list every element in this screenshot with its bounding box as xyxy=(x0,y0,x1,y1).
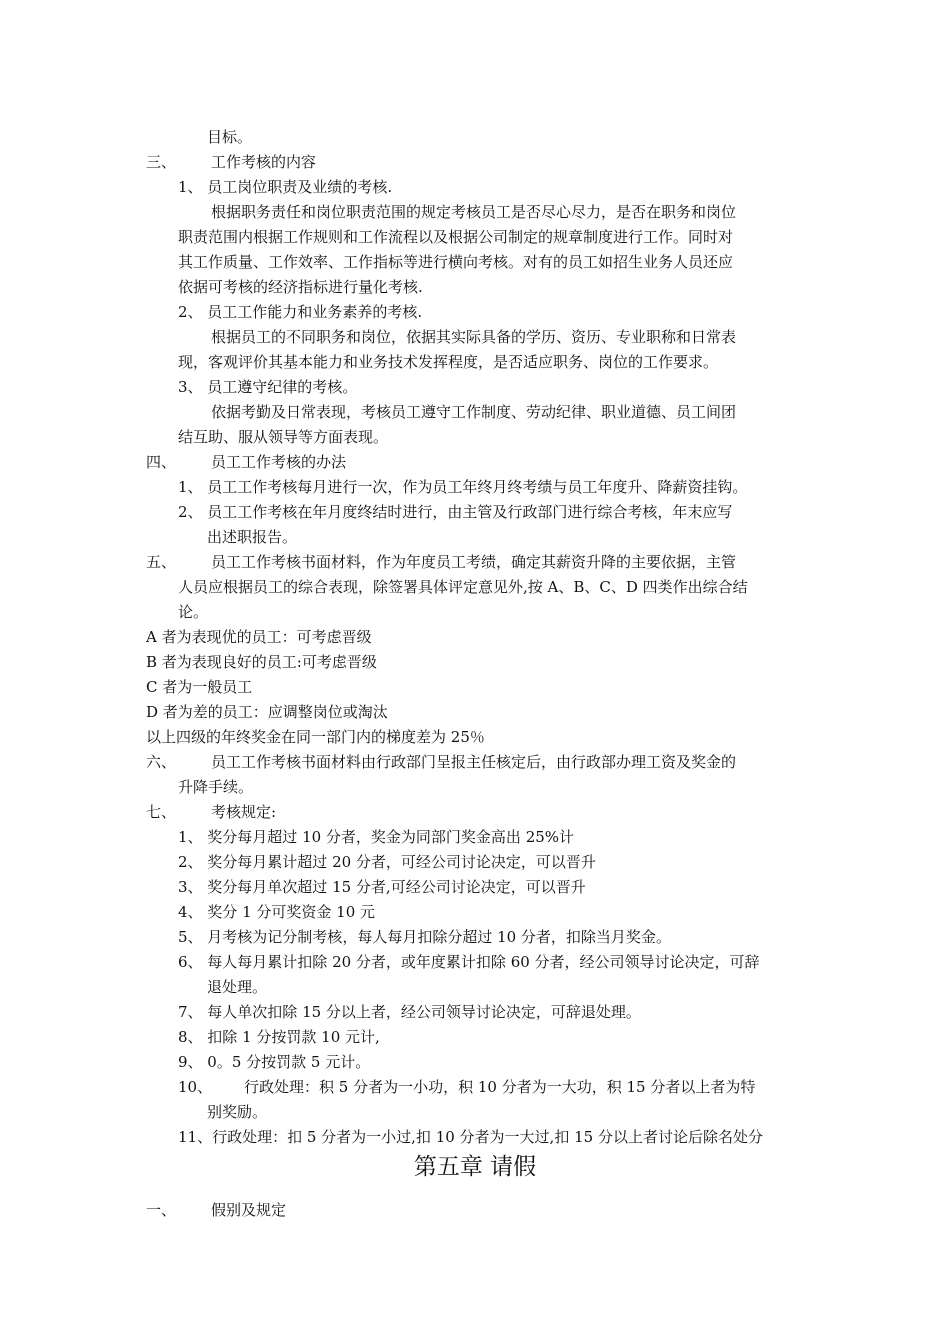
list-item-continuation: 退处理。 xyxy=(207,978,268,996)
paragraph-line: 结互助、服从领导等方面表现。 xyxy=(178,428,389,446)
grade-line: A 者为表现优的员工：可考虑晋级 xyxy=(146,628,372,646)
section-number: 五、 xyxy=(146,553,177,571)
list-item: 4、 奖分 1 分可奖资金 10 元 xyxy=(178,903,376,921)
list-item: 7、 每人单次扣除 15 分以上者，经公司领导讨论决定，可辞退处理。 xyxy=(178,1003,641,1021)
list-item: 2、 员工工作能力和业务素养的考核. xyxy=(178,303,423,321)
list-item: 11、行政处理：扣 5 分者为一小过,扣 10 分者为一大过,扣 15 分以上者讨论后除名处分 xyxy=(178,1128,763,1146)
paragraph-line: 论。 xyxy=(178,603,209,621)
section-heading: 假别及规定 xyxy=(211,1201,287,1219)
section-heading: 考核规定: xyxy=(211,803,277,821)
text-line: 目标。 xyxy=(207,128,253,146)
list-item: 3、 员工遵守纪律的考核。 xyxy=(178,378,358,396)
paragraph-line: 员工工作考核书面材料，作为年度员工考绩，确定其薪资升降的主要依据，主管 xyxy=(211,553,737,571)
list-item: 2、 奖分每月累计超过 20 分者，可经公司讨论决定，可以晋升 xyxy=(178,853,596,871)
paragraph-line: 现，客观评价其基本能力和业务技术发挥程度，是否适应职务、岗位的工作要求。 xyxy=(178,353,719,371)
section-number: 六、 xyxy=(146,753,177,771)
chapter-title: 第五章 请假 xyxy=(413,1154,537,1180)
list-item: 6、 每人每月累计扣除 20 分者，或年度累计扣除 60 分者，经公司领导讨论决定，可辞 xyxy=(178,953,760,971)
list-item: 3、 奖分每月单次超过 15 分者,可经公司讨论决定，可以晋升 xyxy=(178,878,586,896)
section-number: 一、 xyxy=(146,1201,177,1219)
grade-line: D 者为差的员工：应调整岗位或淘汰 xyxy=(146,703,388,721)
paragraph-line: 其工作质量、工作效率、工作指标等进行横向考核。对有的员工如招生业务人员还应 xyxy=(178,253,734,271)
section-heading: 员工工作考核的办法 xyxy=(211,453,347,471)
list-item: 行政处理：积 5 分者为一小功，积 10 分者为一大功，积 15 分者以上者为特 xyxy=(244,1078,756,1096)
list-item-number: 10、 xyxy=(178,1078,213,1096)
grade-line: 以上四级的年终奖金在同一部门内的梯度差为 25％ xyxy=(146,728,485,746)
list-item-continuation: 别奖励。 xyxy=(207,1103,268,1121)
list-item: 1、 员工岗位职责及业绩的考核. xyxy=(178,178,393,196)
section-number: 四、 xyxy=(146,453,177,471)
paragraph-line: 根据员工的不同职务和岗位，依据其实际具备的学历、资历、专业职称和日常表 xyxy=(211,328,737,346)
section-heading: 工作考核的内容 xyxy=(211,153,317,171)
section-number: 七、 xyxy=(146,803,177,821)
grade-line: B 者为表现良好的员工:可考虑晋级 xyxy=(146,653,377,671)
list-item: 9、 0。5 分按罚款 5 元计。 xyxy=(178,1053,371,1071)
paragraph-line: 根据职务责任和岗位职责范围的规定考核员工是否尽心尽力，是否在职务和岗位 xyxy=(211,203,737,221)
paragraph-line: 职责范围内根据工作规则和工作流程以及根据公司制定的规章制度进行工作。同时对 xyxy=(178,228,734,246)
list-item: 5、 月考核为记分制考核，每人每月扣除分超过 10 分者，扣除当月奖金。 xyxy=(178,928,671,946)
list-item-continuation: 出述职报告。 xyxy=(207,528,298,546)
paragraph-line: 员工工作考核书面材料由行政部门呈报主任核定后，由行政部办理工资及奖金的 xyxy=(211,753,737,771)
list-item: 8、 扣除 1 分按罚款 10 元计, xyxy=(178,1028,380,1046)
list-item: 2、 员工工作考核在年月度终结时进行，由主管及行政部门进行综合考核，年末应写 xyxy=(178,503,733,521)
grade-line: C 者为一般员工 xyxy=(146,678,253,696)
paragraph-line: 依据可考核的经济指标进行量化考核. xyxy=(178,278,423,296)
paragraph-line: 依据考勤及日常表现，考核员工遵守工作制度、劳动纪律、职业道德、员工间团 xyxy=(211,403,737,421)
section-number: 三、 xyxy=(146,153,177,171)
paragraph-line: 人员应根据员工的综合表现，除签署具体评定意见外,按 A、B、C、D 四类作出综合结 xyxy=(178,578,748,596)
list-item: 1、 奖分每月超过 10 分者，奖金为同部门奖金高出 25%计 xyxy=(178,828,575,846)
list-item: 1、 员工工作考核每月进行一次，作为员工年终月终考绩与员工年度升、降薪资挂钩。 xyxy=(178,478,748,496)
paragraph-line: 升降手续。 xyxy=(178,778,254,796)
